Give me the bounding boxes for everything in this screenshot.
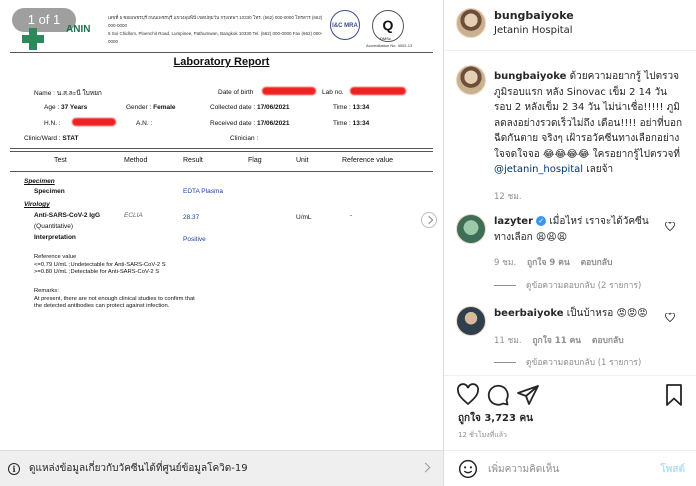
comment-username[interactable]: beerbaiyoke xyxy=(494,308,564,319)
post-caption xyxy=(494,69,686,178)
test-method: ECLIA xyxy=(124,212,143,219)
gender-label: Gender xyxy=(126,104,148,111)
comment-username[interactable]: lazyter xyxy=(494,216,534,227)
comment-likes[interactable]: ถูกใจ 9 คน xyxy=(527,258,570,268)
collected-date: 17/06/2021 xyxy=(256,104,290,111)
dmsc-logo-label: DMSc xyxy=(380,36,391,41)
covid-info-text[interactable]: ดูแหล่งข้อมูลเกี่ยวกับวัคซีนได้ที่ศูนย์ข้อมูลโควิด-19 xyxy=(29,463,248,474)
interpretation-label: Interpretation xyxy=(34,234,76,241)
lab-no-label: Lab no. xyxy=(322,89,344,96)
col-result: Result xyxy=(183,157,203,164)
avatar[interactable] xyxy=(456,214,486,244)
specimen-label: Specimen xyxy=(34,188,65,195)
post-age: 12 ชั่วโมงที่แล้ว xyxy=(458,431,507,439)
comment-time: 9 ชม. xyxy=(494,258,517,268)
reply-button[interactable]: ตอบกลับ xyxy=(591,336,624,346)
reference-line: <=0.79 U/mL ;Undetectable for Anti-SARS-CoV-2 S xyxy=(34,261,166,268)
caption-text: ด้วยความอยากรู้ ไปตรวจภูมิรอบแรก หลัง Sinovac เข็ม 2 14 วัน รอบ 2 หลังเข็ม 2 34 วัน ไม่น่าเชื่อ!!!!! ภูมิลดลงอย่างรวดเร็วไม่ถึง เดือน!!!! อย่าที่บอก ฉีดกันตาย จริงๆ เฝ้ารอวัคซีนทางเลือกอย่างใจจดใจจอ 😂😂😂😂 ใครอยากรู้ไปตรวจที่ xyxy=(494,71,683,160)
image-pager: 1 of 1 xyxy=(12,8,76,32)
age-label: Age xyxy=(44,104,56,111)
divider xyxy=(10,171,433,172)
remarks-line: the detected antibodies can protect against infection. xyxy=(34,303,170,309)
test-result: 28.37 xyxy=(183,214,200,221)
received-date: 17/06/2021 xyxy=(256,120,290,127)
clinic-value: STAT xyxy=(62,135,79,142)
hospital-address xyxy=(108,14,328,46)
collected-time-label: Time xyxy=(333,104,348,111)
redaction-dob xyxy=(262,87,316,95)
an-label: A.N. xyxy=(136,120,149,127)
next-arrow-icon[interactable] xyxy=(421,212,437,228)
comment xyxy=(494,306,664,322)
caption-time: 12 ชม. xyxy=(494,192,522,202)
age-value: 37 Years xyxy=(61,104,88,111)
avatar[interactable] xyxy=(456,65,486,95)
interpretation-value: Positive xyxy=(183,236,206,243)
redaction-hn xyxy=(72,118,116,126)
avatar[interactable] xyxy=(456,306,486,336)
comment xyxy=(494,214,664,246)
test-sub: (Quantitative) xyxy=(34,223,74,230)
remarks-title: Remarks: xyxy=(34,288,59,294)
comment-bar xyxy=(444,450,696,486)
collected-label: Collected date xyxy=(210,104,252,111)
comment-icon[interactable] xyxy=(486,383,510,407)
lab-report-image: 1 of 1 ANIN เลขที่ 5 ซอยเพชรบุรี ถนนเพชรบุรี แขวงลุมพินี เขตปทุมวัน กรุงเทพฯ 10330 โทร. (662) 000-0000 โทรสาร (662) 000-0000 5 Soi Chidlom, Ploenchit Road, Lumpinee, Pathumwan, Bangkok 10330 Tel. (662) 000-0000 Fax (662) 000-0000 I&C MRA Q DMSc Accreditation No. 4002-13 Laboratory Report Name : น.ส.ละนี ใบหยก Date of birth Lab no. Age : 37 Years Gender : Female Collected date : 17/06/2021 Time : 13:34 H.N. : A.N. : Received date : 17/06/2021 Time : 13:34 Clinic/Ward : STAT Clinician : Test Method Result Flag Unit Reference value Specimen Specimen EDTA Plasma Virology Anti-SARS-CoV-2 IgG ECLIA 28.37 U/mL - (Quantitative) Interpretation Positive Reference value <=0.79 U/mL ;Undetectable for Anti-SARS-CoV-2 S >=0.80 U/mL ;Detectable for Anti-SARS-CoV-2 S Remarks: At present, there are not enough clinical studies to confirm that the detected antibodies can protect against infection. xyxy=(0,0,443,450)
share-icon[interactable] xyxy=(516,383,540,407)
divider xyxy=(444,50,696,51)
collected-time: 13:34 xyxy=(352,104,370,111)
divider xyxy=(10,52,433,53)
clinician-label: Clinician xyxy=(230,135,255,142)
hospital-name: ANIN xyxy=(66,24,91,35)
address-thai: เลขที่ 5 ซอยเพชรบุรี ถนนเพชรบุรี แขวงลุมพินี เขตปทุมวัน กรุงเทพฯ 10330 โทร. (662) 000-0000 โทรสาร (662) 000-0000 xyxy=(108,15,323,28)
dob-label: Date of birth xyxy=(218,89,254,96)
received-time-label: Time xyxy=(333,120,348,127)
received-label: Received date xyxy=(210,120,252,127)
divider xyxy=(10,151,433,152)
section-virology: Virology xyxy=(24,201,50,208)
heart-icon[interactable] xyxy=(456,383,480,407)
reference-title: Reference value xyxy=(34,254,77,260)
emoji-icon[interactable] xyxy=(458,459,478,479)
reference-note xyxy=(34,254,166,277)
caption-username[interactable]: bungbaiyoke xyxy=(494,71,567,82)
col-test: Test xyxy=(54,157,67,164)
heart-icon[interactable] xyxy=(665,222,675,231)
col-reference: Reference value xyxy=(342,157,393,164)
col-unit: Unit xyxy=(296,157,309,164)
test-name: Anti-SARS-CoV-2 IgG xyxy=(34,212,101,219)
caption-mention-link[interactable]: @jetanin_hospital xyxy=(494,164,584,175)
verified-icon: ✓ xyxy=(536,216,546,226)
col-flag: Flag xyxy=(248,157,262,164)
covid-info-banner[interactable] xyxy=(0,450,443,486)
bookmark-icon[interactable] xyxy=(662,383,686,407)
test-reference: - xyxy=(350,212,353,219)
heart-icon[interactable] xyxy=(665,313,675,322)
remarks-line: At present, there are not enough clinical studies to confirm that xyxy=(34,295,195,302)
specimen-value: EDTA Plasma xyxy=(183,188,223,195)
divider xyxy=(444,375,696,376)
section-specimen: Specimen xyxy=(24,178,55,185)
comment-input[interactable]: เพิ่มความคิดเห็น xyxy=(488,464,560,475)
accreditation-number: Accreditation No. 4002-13 xyxy=(366,43,413,48)
view-replies-button[interactable]: ดูข้อความตอบกลับ (2 รายการ) xyxy=(494,278,641,292)
hospital-cross-icon xyxy=(22,28,44,50)
address-english: 5 Soi Chidlom, Ploenchit Road, Lumpinee, Pathumwan, Bangkok 10330 Tel. (662) 000-0000 Fax (662) 000-0000 xyxy=(108,31,323,44)
report-title: Laboratory Report xyxy=(173,56,270,68)
clinic-label: Clinic/Ward xyxy=(24,135,57,142)
caption-tail: เลยจ้า xyxy=(586,164,614,175)
post-side-panel xyxy=(443,0,696,486)
info-icon: i xyxy=(8,463,20,475)
avatar[interactable] xyxy=(456,8,486,38)
name-label: Name xyxy=(34,90,52,97)
comment-likes[interactable]: ถูกใจ 11 คน xyxy=(532,336,582,346)
post-comment-button[interactable]: โพสต์ xyxy=(660,464,685,475)
redaction-lab-no xyxy=(350,87,406,95)
remarks-note xyxy=(34,288,195,311)
likes-count[interactable]: ถูกใจ 3,723 คน xyxy=(458,413,533,424)
patient-name: น.ส.ละนี ใบหยก xyxy=(56,90,102,97)
col-method: Method xyxy=(124,157,148,164)
comment-meta xyxy=(494,255,612,269)
dmsc-logo-mark: Q xyxy=(382,17,394,33)
comment-time: 11 ชม. xyxy=(494,336,522,346)
comment-text: เป็นบ้าหรอ 😡😡😡 xyxy=(566,308,648,319)
hn-label: H.N. xyxy=(44,120,57,127)
accreditation-logo: I&C MRA xyxy=(330,10,360,40)
reply-button[interactable]: ตอบกลับ xyxy=(580,258,613,268)
chevron-right-icon xyxy=(421,463,431,473)
divider xyxy=(10,148,433,149)
comment-text: เมื่อไหร่ เราจะได้วัคซีนทางเลือก 😩😩😩 xyxy=(494,216,649,243)
gender-value: Female xyxy=(153,104,176,111)
reference-line: >=0.80 U/mL ;Detectable for Anti-SARS-CoV-2 S xyxy=(34,269,160,275)
post-location[interactable]: Jetanin Hospital xyxy=(494,25,573,36)
comment-meta xyxy=(494,333,624,347)
received-time: 13:34 xyxy=(352,120,370,127)
post-author-username[interactable]: bungbaiyoke xyxy=(494,9,574,22)
view-replies-button[interactable]: ดูข้อความตอบกลับ (1 รายการ) xyxy=(494,355,641,369)
test-unit: U/mL xyxy=(296,214,312,221)
